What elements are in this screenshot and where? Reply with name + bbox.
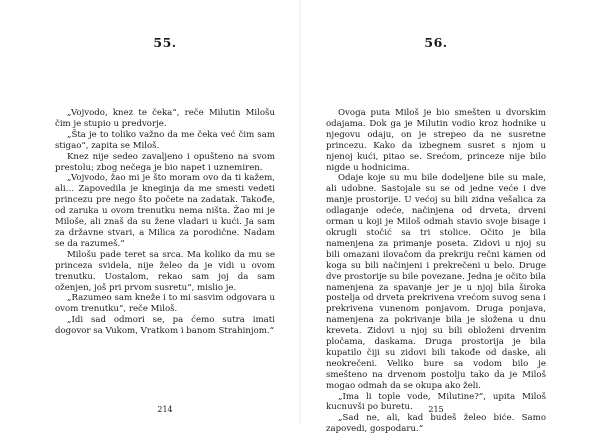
chapter-heading: 55. bbox=[153, 35, 177, 50]
paragraph: „Šta je to toliko važno da me čeka već čim sam stigao“, zapita se Miloš. bbox=[55, 129, 275, 151]
right-page bbox=[300, 0, 600, 435]
paragraph: „Vojvodo, žao mi je što moram ovo da ti kažem, ali… Zapovedila je kneginja da me smesti vedeti princezu pre nego što počete na zadatak. Takođe, od zaruka u ovom trenutku nema ništa. Žao mi je Miloše, ali znaš da su žene vladari u kući. Ja sam za državne stvari, a Milica za porodične. Nadam se da razumeš.“ bbox=[55, 173, 275, 249]
paragraph: Ovoga puta Miloš je bio smešten u dvorskim odajama. Dok ga je Milutin vodio kroz hodnike u njegovu odaju, on je strepeo da ne susretne princezu. Kako da izbegnem susret s njom u njenoj kući, pitao se. Srećom, princeze nije bilo nigde u hodnicima. bbox=[326, 108, 546, 173]
paragraph: „Razumeo sam kneže i to mi sasvim odgovara u ovom trenutku“, reče Miloš. bbox=[55, 293, 275, 315]
chapter-heading: 56. bbox=[424, 35, 448, 50]
page-body bbox=[326, 108, 546, 435]
paragraph: Milošu pade teret sa srca. Ma koliko da mu se princeza svidela, nije želeo da je vidi u ovom trenutku. Uostalom, rekao sam joj da sam oženjen, još pri prvom susretu“, mislio je. bbox=[55, 249, 275, 293]
page-number: 214 bbox=[157, 405, 173, 414]
paragraph: „Vojvodo, knez te čeka“, reče Milutin Milošu čim je stupio u predvorje. bbox=[55, 108, 275, 129]
page-number: 215 bbox=[428, 405, 444, 414]
paragraph: „Sad ne, ali, kad budeš želeo biće. Samo zapovedi, gospodaru.“ bbox=[326, 413, 546, 435]
paragraph: „Ima li tople vode, Milutine?“, upita Miloš kucnuvši po buretu. bbox=[326, 391, 546, 413]
paragraph: „Idi sad odmori se, pa ćemo sutra imati dogovor sa Vukom, Vratkom i banom Strahinjom.“ bbox=[55, 315, 275, 337]
paragraph: Odaje koje su mu bile dodeljene bile su male, ali udobne. Sastojale su se od jedne veće i dve manje prostorije. U većoj su bili zidna vešalica za odlaganje odeće, načinjena od drveta, drveni orman u koji je Miloš odmah stavio svoje bisage i okrugli stočić sa tri stolice. Očito je bila namenjena za primanje poseta. Zidovi u njoj su bili omazani ilovačom da prekriju rečni kamen od koga su bili načinjeni i prekrečeni u belo. Druge dve prostorije su bile povezane. Jedna je očito bila namenjena za spavanje jer je u njoj bila široka postelja od drveta prekrivena vrećom suvog sena i prekrivena vunenom ponjavom. Druga ponjava, namenjena za pokrivanje bila je složena u dnu kreveta. Zidovi u njoj su bili obloženi drvenim pločama, daskama. Druga prostorija je bila kupatilo čiji su zidovi bili takođe od daske, ali neokrečeni. Veliko bure sa vodom bilo je smešteno na drvenom postolju tako da je Miloš mogao odmah da se okupa ako želi. bbox=[326, 173, 547, 391]
paragraph: Knez nije sedeo zavaljeno i opušteno na svom prestolu; zbog nečega je bio napet i uznemiren. bbox=[55, 151, 275, 173]
left-page bbox=[0, 0, 300, 424]
page-body bbox=[55, 108, 275, 337]
